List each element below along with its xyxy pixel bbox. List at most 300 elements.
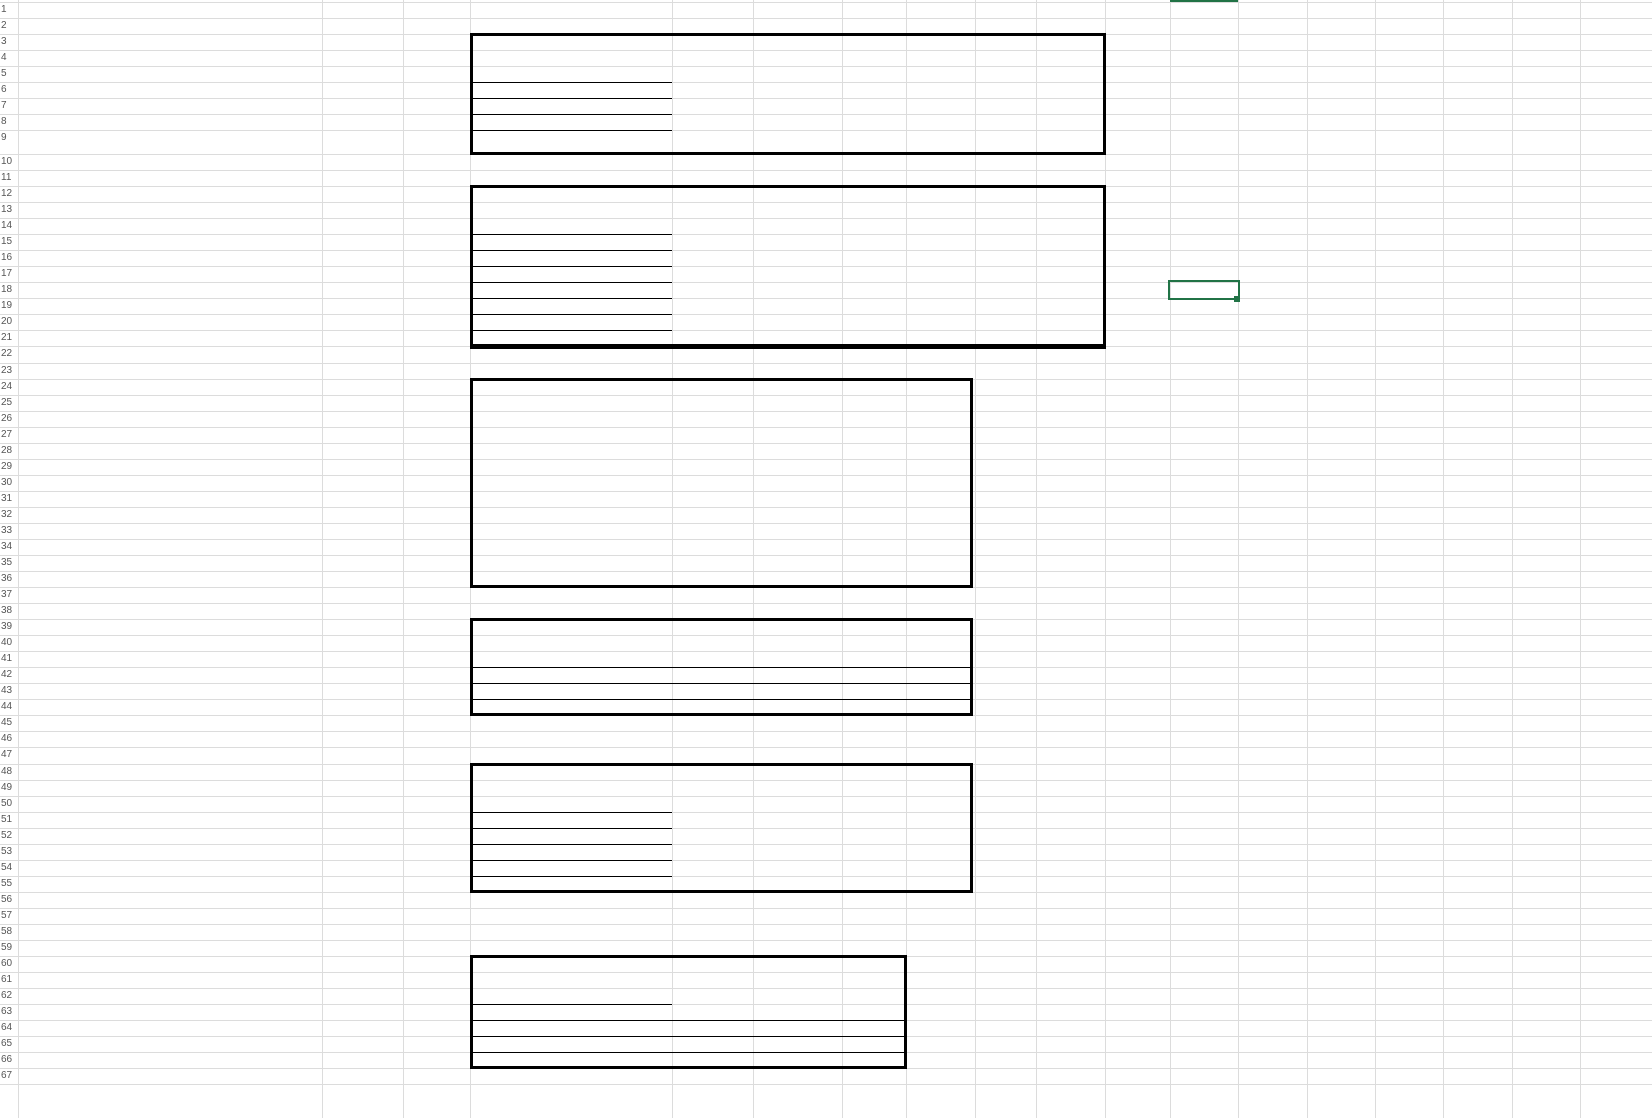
input-value[interactable] [326,346,399,361]
row-number[interactable]: 43 [1,685,13,696]
row-number[interactable]: 20 [1,316,13,327]
input-value[interactable] [326,82,399,97]
row-number[interactable]: 28 [1,445,13,456]
row-number[interactable]: 14 [1,220,13,231]
row-number[interactable]: 40 [1,637,13,648]
input-value[interactable] [326,202,399,217]
column-gridline [1238,0,1239,1118]
budget-row-label[interactable] [474,1036,669,1051]
row-number[interactable]: 64 [1,1022,13,1033]
section-heading[interactable] [20,635,320,650]
month-header[interactable] [1038,50,1108,65]
input-value[interactable] [326,66,399,81]
row-number[interactable]: 46 [1,733,13,744]
input-value[interactable] [326,940,399,955]
mohd-rate-unit[interactable] [755,924,845,939]
row-number[interactable]: 2 [1,20,7,31]
budget-row-label[interactable] [474,475,669,490]
budget-row-label[interactable] [474,651,669,666]
input-value[interactable] [326,411,399,426]
input-label[interactable] [20,234,320,249]
budget-value[interactable] [600,330,666,345]
input-value[interactable] [326,780,399,795]
input-label[interactable] [20,667,320,682]
row-number[interactable]: 41 [1,653,13,664]
budget-value[interactable] [769,66,835,81]
budget-value[interactable] [833,114,899,129]
row-number[interactable]: 30 [1,477,13,488]
input-label[interactable] [20,202,320,217]
budget-value[interactable] [769,234,835,249]
input-label[interactable] [20,764,320,779]
row-number[interactable]: 12 [1,188,13,199]
budget-row-label[interactable] [474,539,669,554]
row-number[interactable]: 48 [1,766,13,777]
input-label[interactable] [20,114,320,129]
fill-handle[interactable] [1234,296,1240,302]
section-heading[interactable] [20,330,320,345]
input-value[interactable] [326,651,399,666]
budget-value[interactable] [903,314,969,329]
column-gridline [1443,0,1444,1118]
budget-row-label[interactable] [474,667,669,682]
budget-value[interactable] [769,330,835,345]
input-value[interactable] [326,50,399,65]
input-label[interactable] [20,892,320,907]
row-number[interactable]: 52 [1,830,13,841]
input-label[interactable] [20,218,320,233]
row-number[interactable]: 21 [1,332,13,343]
month-header[interactable] [908,780,978,795]
month-header[interactable] [674,395,744,410]
input-value[interactable] [326,892,399,907]
input-label[interactable] [20,651,320,666]
budget-value[interactable] [672,796,746,811]
month-header[interactable] [908,395,978,410]
input-label[interactable] [20,66,320,81]
budget-value[interactable] [600,66,666,81]
budget-value[interactable] [833,98,899,113]
currency-symbol[interactable] [755,330,767,345]
row-underline [470,1004,672,1005]
row-number[interactable]: 18 [1,284,13,295]
row-number[interactable]: 17 [1,268,13,279]
input-label[interactable] [20,363,320,378]
row-number[interactable]: 62 [1,990,13,1001]
month-header[interactable] [908,635,978,650]
row-number[interactable]: 42 [1,669,13,680]
budget-row-label[interactable] [474,812,669,827]
row-number[interactable]: 13 [1,204,13,215]
row-number[interactable]: 53 [1,846,13,857]
budget-value[interactable] [769,218,835,233]
row-number[interactable]: 10 [1,156,13,167]
row-number[interactable]: 51 [1,814,13,825]
budget-value[interactable] [680,130,746,145]
input-label[interactable] [20,828,320,843]
month-header[interactable] [844,50,914,65]
row-number[interactable]: 1 [1,4,7,15]
input-label[interactable] [20,282,320,297]
budget-value[interactable] [903,330,969,345]
input-label[interactable] [20,379,320,394]
row-number[interactable]: 60 [1,958,13,969]
input-label[interactable] [20,924,320,939]
row-number[interactable]: 26 [1,413,13,424]
row-gridline [0,170,1652,171]
input-value[interactable] [326,282,399,297]
budget-value[interactable] [769,114,835,129]
input-label[interactable] [20,747,320,762]
budget-value[interactable] [769,130,835,145]
column-header[interactable] [674,972,754,987]
budget-row-label[interactable] [474,1020,669,1035]
input-value[interactable] [326,571,399,586]
budget-value[interactable] [600,266,666,281]
row-number[interactable]: 38 [1,605,13,616]
input-value[interactable] [324,956,394,971]
month-header[interactable] [908,50,978,65]
budget-value[interactable] [903,98,969,113]
budget-value[interactable] [680,234,746,249]
budget-value[interactable] [600,250,666,265]
input-value[interactable] [326,924,399,939]
expected-header[interactable] [324,34,394,49]
input-label[interactable] [20,844,320,859]
budget-row-label[interactable] [474,988,669,1003]
input-label[interactable] [20,507,320,522]
input-value[interactable] [326,491,399,506]
budget-row-label[interactable] [474,844,669,859]
production-budget-title[interactable] [470,34,1106,49]
input-value[interactable] [326,523,399,538]
input-value[interactable] [326,667,399,682]
row-number[interactable]: 16 [1,252,13,263]
column-gridline [403,0,404,1118]
budget-value[interactable] [964,218,1030,233]
row-number[interactable]: 23 [1,365,13,376]
materials-budget-title[interactable] [470,186,1106,201]
row-number[interactable]: 5 [1,68,7,79]
row-number[interactable]: 59 [1,942,13,953]
month-header[interactable] [674,780,744,795]
budget-value[interactable] [600,130,666,145]
budget-value[interactable] [964,314,1030,329]
budget-value[interactable] [680,66,746,81]
budget-value[interactable] [680,314,746,329]
row-gridline [0,1084,1652,1085]
column-gridline [1170,0,1171,1118]
row-number[interactable]: 32 [1,509,13,520]
row-number[interactable]: 67 [1,1070,13,1081]
budget-value[interactable] [680,218,746,233]
budget-value[interactable] [964,330,1030,345]
column-gridline [322,0,323,1118]
input-value[interactable] [326,363,399,378]
table-bottom-border [470,347,1106,349]
input-label[interactable] [20,411,320,426]
budget-row-label[interactable] [474,828,669,843]
budget-value[interactable] [600,282,666,297]
input-value[interactable] [326,98,399,113]
month-header[interactable] [755,202,825,217]
row-underline [470,153,672,155]
month-header[interactable] [844,395,914,410]
month-header[interactable] [844,202,914,217]
budget-value[interactable] [680,330,746,345]
month-header[interactable] [977,202,1047,217]
section-heading[interactable] [20,555,320,570]
budget-value[interactable] [600,298,666,313]
input-label[interactable] [20,876,320,891]
input-label[interactable] [20,603,320,618]
budget-value[interactable] [833,234,899,249]
budget-row-label[interactable] [474,571,669,586]
month-header[interactable] [844,635,914,650]
row-number[interactable]: 57 [1,910,13,921]
budget-row-label[interactable] [474,1052,669,1067]
row-number[interactable]: 6 [1,84,7,95]
budget-value[interactable] [680,98,746,113]
row-number[interactable]: 50 [1,798,13,809]
input-label[interactable] [20,427,320,442]
input-value[interactable] [326,507,399,522]
input-value[interactable] [326,844,399,859]
row-number[interactable]: 11 [1,172,12,183]
budget-value[interactable] [769,82,835,97]
input-value[interactable] [326,427,399,442]
column-gridline [1307,0,1308,1118]
input-value[interactable] [326,234,399,249]
row-number[interactable]: 39 [1,621,13,632]
row-number[interactable]: 55 [1,878,13,889]
budget-value[interactable] [833,218,899,233]
section-heading[interactable] [20,266,320,281]
budget-value[interactable] [769,98,835,113]
input-label[interactable] [20,940,320,955]
row-number[interactable]: 33 [1,525,13,536]
row-number[interactable]: 15 [1,236,13,247]
input-value[interactable] [326,603,399,618]
input-value[interactable] [326,876,399,891]
month-header[interactable] [1038,202,1108,217]
input-label[interactable] [20,50,320,65]
input-label[interactable] [20,587,320,602]
input-value[interactable] [326,395,399,410]
row-number[interactable]: 54 [1,862,13,873]
row-number[interactable]: 34 [1,541,13,552]
input-label[interactable] [20,154,320,169]
sheet-title[interactable] [20,2,220,17]
row-number[interactable]: 45 [1,717,13,728]
column-gridline [1036,0,1037,1118]
budget-value[interactable] [903,130,969,145]
month-header[interactable] [755,635,825,650]
disbursements-title[interactable] [470,379,973,394]
budget-value[interactable] [672,812,746,827]
budget-row-label[interactable] [474,427,669,442]
mohd-rate-label[interactable] [474,924,669,939]
section-heading[interactable] [20,475,320,490]
input-value[interactable] [326,298,399,313]
input-value[interactable] [326,796,399,811]
budget-value[interactable] [833,130,899,145]
row-number[interactable]: 49 [1,782,13,793]
input-value[interactable] [326,379,399,394]
budget-value[interactable] [600,234,666,249]
row-number[interactable]: 9 [1,132,7,143]
budget-value[interactable] [903,82,969,97]
column-gridline [1512,0,1513,1118]
budget-row-label[interactable] [474,715,669,730]
month-header[interactable] [844,780,914,795]
selected-column-marker [1170,0,1238,2]
month-header[interactable] [908,202,978,217]
budget-value[interactable] [964,130,1030,145]
budget-row-label[interactable] [474,507,669,522]
row-number[interactable]: 61 [1,974,13,985]
row-number[interactable]: 58 [1,926,13,937]
row-number[interactable]: 47 [1,749,13,760]
budget-row-label[interactable] [474,796,669,811]
budget-row-label[interactable] [474,876,669,891]
input-value[interactable] [326,731,399,746]
budget-value[interactable] [600,114,666,129]
row-number[interactable]: 8 [1,116,7,127]
row-gridline [0,2,1652,3]
budget-value[interactable] [903,218,969,233]
active-cell[interactable] [1168,280,1240,300]
budget-row-label[interactable] [474,443,669,458]
budget-value[interactable] [600,218,666,233]
column-gridline [975,0,976,1118]
input-label[interactable] [20,443,320,458]
input-label[interactable] [20,812,320,827]
labor-budget-title[interactable] [470,619,973,634]
overhead-budget-title[interactable] [470,764,973,779]
input-label[interactable] [20,298,320,313]
budget-value[interactable] [964,66,1030,81]
section-heading[interactable] [20,34,320,49]
row-number[interactable]: 56 [1,894,13,905]
row-number[interactable]: 37 [1,589,13,600]
budget-value[interactable] [964,234,1030,249]
month-header[interactable] [674,635,744,650]
month-header[interactable] [674,202,744,217]
input-label[interactable] [20,571,320,586]
budget-value[interactable] [903,234,969,249]
input-value[interactable] [326,828,399,843]
row-number[interactable]: 19 [1,300,13,311]
budget-value[interactable] [600,314,666,329]
input-value[interactable] [326,764,399,779]
input-value[interactable] [326,812,399,827]
budget-value[interactable] [833,82,899,97]
row-number[interactable]: 35 [1,557,13,568]
input-label[interactable] [20,908,320,923]
budget-value[interactable] [833,330,899,345]
month-header[interactable] [674,50,744,65]
budget-value[interactable] [903,114,969,129]
column-header[interactable] [845,972,925,987]
input-value[interactable] [326,443,399,458]
row-number[interactable]: 27 [1,429,13,440]
input-label[interactable] [20,796,320,811]
column-gridline [1375,0,1376,1118]
budget-value[interactable] [906,876,970,891]
input-label[interactable] [20,395,320,410]
row-number[interactable]: 7 [1,100,7,111]
input-label[interactable] [20,523,320,538]
unit-cost-title[interactable] [470,956,770,971]
budget-row-label[interactable] [474,683,669,698]
budget-value[interactable] [680,82,746,97]
month-header[interactable] [755,395,825,410]
row-gridline [0,18,1652,19]
budget-value[interactable] [672,1004,746,1019]
input-label[interactable] [20,98,320,113]
row-number[interactable]: 44 [1,701,13,712]
budget-value[interactable] [833,314,899,329]
budget-row-label[interactable] [474,860,669,875]
budget-value[interactable] [833,66,899,81]
budget-value[interactable] [680,114,746,129]
budget-value[interactable] [903,66,969,81]
column-gridline [1580,0,1581,1118]
input-value[interactable] [326,587,399,602]
row-number[interactable]: 25 [1,397,13,408]
input-label[interactable] [20,82,320,97]
row-number[interactable]: 63 [1,1006,13,1017]
budget-value[interactable] [769,314,835,329]
section-heading[interactable] [20,715,320,730]
month-header[interactable] [977,50,1047,65]
month-header[interactable] [755,50,825,65]
input-label[interactable] [20,956,320,971]
input-value[interactable] [326,114,399,129]
month-header[interactable] [755,780,825,795]
column-header[interactable] [755,972,835,987]
budget-row-label[interactable] [474,1004,669,1019]
input-label[interactable] [20,731,320,746]
row-number[interactable]: 22 [1,348,13,359]
input-value[interactable] [326,747,399,762]
input-value[interactable] [326,218,399,233]
input-label[interactable] [20,683,320,698]
budget-row-label[interactable] [474,892,669,907]
budget-value[interactable] [964,98,1030,113]
input-value[interactable] [326,154,399,169]
budget-value[interactable] [600,82,666,97]
mohd-rate-value[interactable] [842,924,902,939]
input-label[interactable] [20,346,320,361]
row-number[interactable]: 3 [1,36,7,47]
row-number[interactable]: 65 [1,1038,13,1049]
row-number[interactable]: 4 [1,52,7,63]
row-number[interactable]: 31 [1,493,13,504]
row-number[interactable]: 36 [1,573,13,584]
row-number[interactable]: 66 [1,1054,13,1065]
row-number[interactable]: 29 [1,461,13,472]
input-label[interactable] [20,491,320,506]
budget-value[interactable] [600,98,666,113]
section-heading[interactable] [20,186,320,201]
input-value[interactable] [326,908,399,923]
row-number[interactable]: 24 [1,381,13,392]
input-label[interactable] [20,780,320,795]
budget-row-label[interactable] [474,699,669,714]
input-value[interactable] [326,683,399,698]
